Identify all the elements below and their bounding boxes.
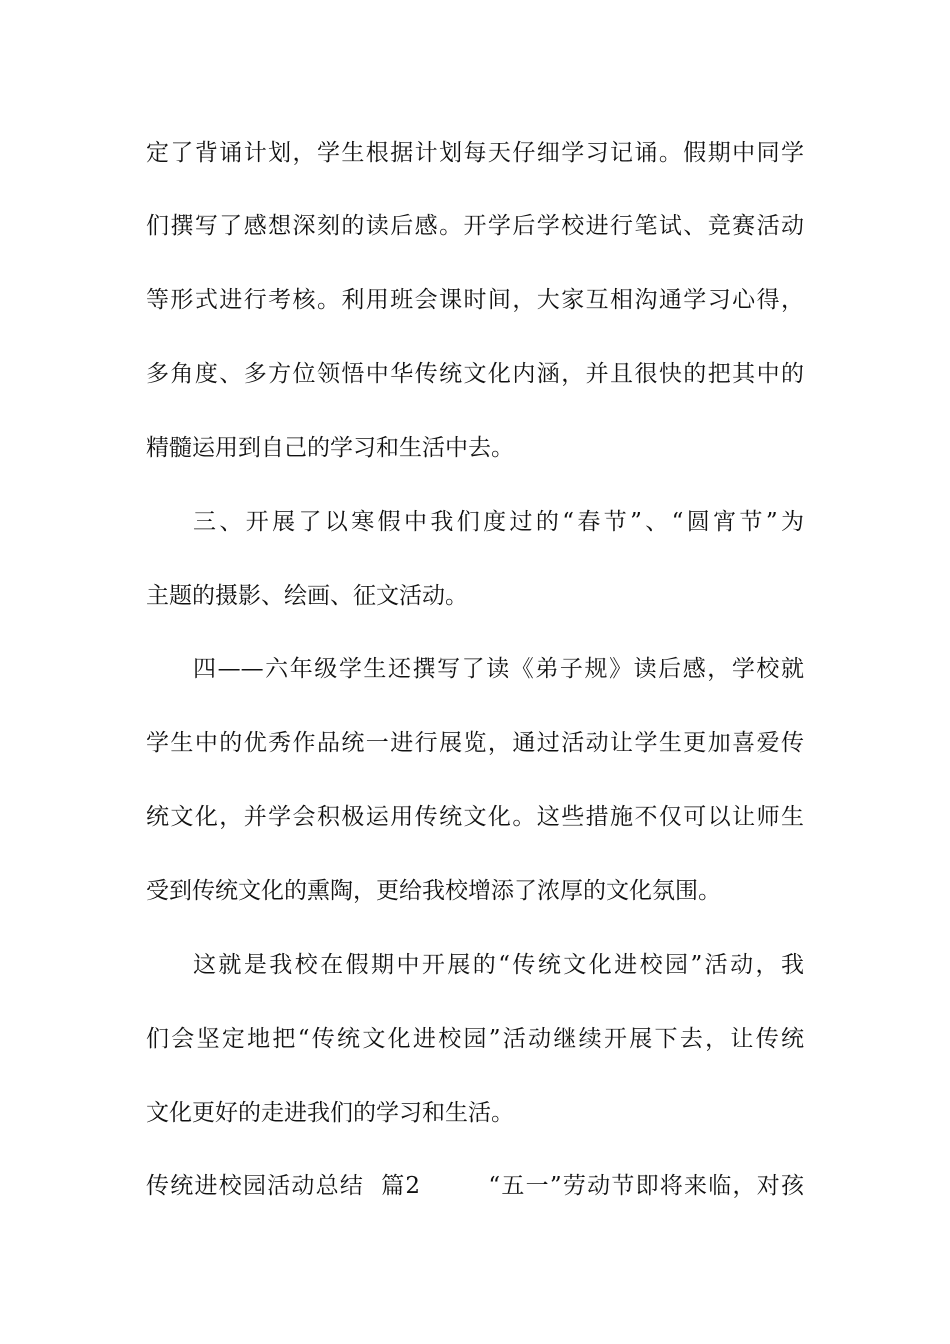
text-line: 定了背诵计划，学生根据计划每天仔细学习记诵。假期中同学	[146, 140, 804, 166]
text-line: 多角度、多方位领悟中华传统文化内涵，并且很快的把其中的	[146, 361, 804, 387]
section-heading-line: 传统进校园活动总结 篇2 “五一”劳动节即将来临，对孩	[146, 1173, 804, 1199]
text-line: 等形式进行考核。利用班会课时间，大家互相沟通学习心得，	[146, 287, 804, 313]
text-line: 统文化，并学会积极运用传统文化。这些措施不仅可以让师生	[146, 804, 804, 830]
text-line: 学生中的优秀作品统一进行展览，通过活动让学生更加喜爱传	[146, 730, 804, 756]
text-line: 这就是我校在假期中开展的“传统文化进校园”活动，我	[193, 952, 804, 978]
text-line: 主题的摄影、绘画、征文活动。	[146, 583, 468, 609]
text-line: 们会坚定地把“传统文化进校园”活动继续开展下去，让传统	[146, 1026, 804, 1052]
text-line: 受到传统文化的熏陶，更给我校增添了浓厚的文化氛围。	[146, 878, 721, 904]
text-line: 三、开展了以寒假中我们度过的“春节”、“圆宵节”为	[193, 509, 804, 535]
text-line: 文化更好的走进我们的学习和生活。	[146, 1100, 514, 1126]
text-line: 精髓运用到自己的学习和生活中去。	[146, 435, 514, 461]
text-line: 四——六年级学生还撰写了读《弟子规》读后感，学校就	[193, 656, 804, 682]
text-line: 们撰写了感想深刻的读后感。开学后学校进行笔试、竞赛活动	[146, 213, 804, 239]
